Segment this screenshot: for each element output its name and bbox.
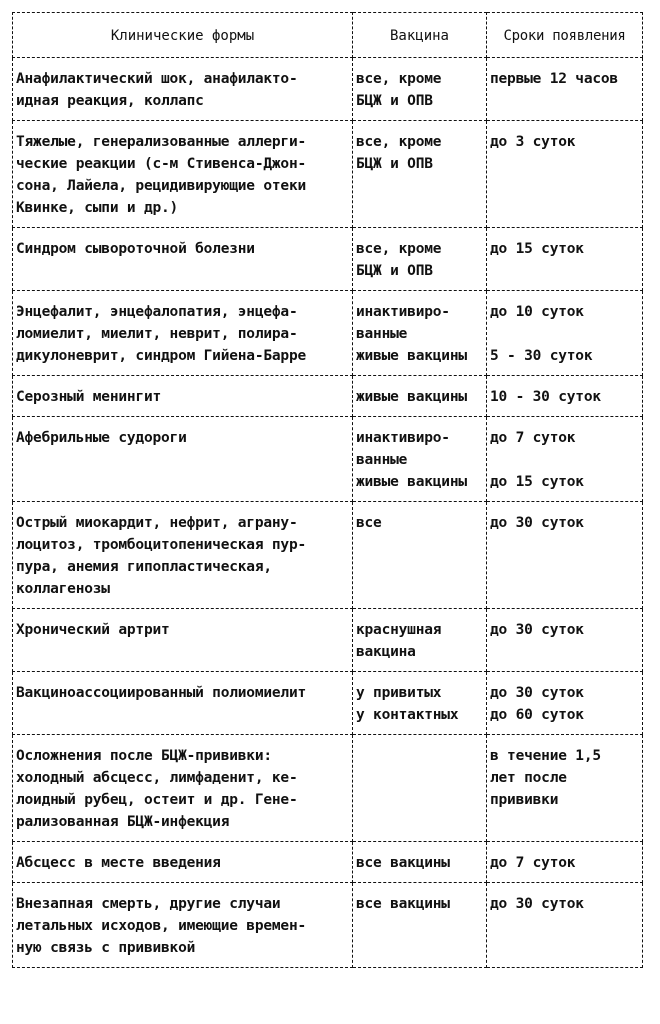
vaccine-line: все, кроме [356, 134, 442, 150]
vaccine-line: ванные [356, 452, 408, 468]
onset-timing-line [490, 323, 639, 345]
onset-timing-cell [487, 672, 643, 735]
clinical-form-cell: Острый миокардит, нефрит, аграну- лоцитоз, тромбоцитопеническая пур- пура, анемия гипопластическая, коллагенозы [13, 502, 353, 609]
table-body [13, 58, 643, 968]
clinical-form-cell: Внезапная смерть, другие случаи летальных исходов, имеющие времен- ную связь с прививкой [13, 883, 353, 968]
vaccine-line: ванные [356, 326, 408, 342]
table-row [13, 735, 643, 842]
onset-timing-cell [487, 502, 643, 609]
onset-timing-line: до 15 суток [490, 474, 584, 490]
onset-timing-cell [487, 883, 643, 968]
vaccine-cell [353, 121, 487, 228]
vaccine-line: все вакцины [356, 855, 450, 871]
vaccine-cell [353, 842, 487, 883]
clinical-form-cell: Синдром сывороточной болезни [13, 228, 353, 291]
document-page [12, 12, 642, 968]
onset-timing-line: до 60 суток [490, 707, 584, 723]
vaccine-line: инактивиро- [356, 304, 450, 320]
clinical-form-cell: Афебрильные судороги [13, 417, 353, 502]
onset-timing-line: до 10 суток [490, 304, 584, 320]
vaccine-cell [353, 735, 487, 842]
header-vaccine: Вакцина [353, 13, 487, 58]
table-row [13, 672, 643, 735]
vaccine-line: живые вакцины [356, 389, 467, 405]
vaccine-line: БЦЖ и ОПВ [356, 93, 433, 109]
vaccine-line: живые вакцины [356, 474, 467, 490]
onset-timing-line [490, 449, 639, 471]
vaccine-cell [353, 228, 487, 291]
onset-timing-cell [487, 842, 643, 883]
vaccine-cell [353, 376, 487, 417]
table-header-row [13, 13, 643, 58]
onset-timing-line: до 15 суток [490, 241, 584, 257]
onset-timing-line: первые 12 часов [490, 71, 618, 87]
onset-timing-line: прививки [490, 792, 559, 808]
vaccine-line: все вакцины [356, 896, 450, 912]
clinical-form-cell: Энцефалит, энцефалопатия, энцефа- ломиелит, миелит, неврит, полира- дикулоневрит, синдром Гийена-Барре [13, 291, 353, 376]
table-row [13, 58, 643, 121]
table-row [13, 883, 643, 968]
vaccine-line: все, кроме [356, 241, 442, 257]
vaccine-cell [353, 502, 487, 609]
vaccine-line: у контактных [356, 707, 459, 723]
onset-timing-cell [487, 417, 643, 502]
onset-timing-line: до 3 суток [490, 134, 576, 150]
onset-timing-line: в течение 1,5 [490, 748, 601, 764]
table-row [13, 842, 643, 883]
vaccine-line: вакцина [356, 644, 416, 660]
onset-timing-line: до 30 суток [490, 896, 584, 912]
vaccine-line: БЦЖ и ОПВ [356, 156, 433, 172]
vaccine-cell [353, 883, 487, 968]
onset-timing-cell [487, 228, 643, 291]
onset-timing-line: 10 - 30 суток [490, 389, 601, 405]
clinical-form-cell: Вакциноассоциированный полиомиелит [13, 672, 353, 735]
onset-timing-cell [487, 58, 643, 121]
onset-timing-cell [487, 291, 643, 376]
table-row [13, 291, 643, 376]
onset-timing-line: до 30 суток [490, 622, 584, 638]
onset-timing-line: до 7 суток [490, 855, 576, 871]
table-row [13, 376, 643, 417]
clinical-form-cell: Хронический артрит [13, 609, 353, 672]
clinical-form-cell: Абсцесс в месте введения [13, 842, 353, 883]
header-clinical-forms: Клинические формы [13, 13, 353, 58]
vaccine-cell [353, 58, 487, 121]
vaccine-line: у привитых [356, 685, 442, 701]
vaccine-line: краснушная [356, 622, 442, 638]
onset-timing-cell [487, 609, 643, 672]
table-row [13, 609, 643, 672]
onset-timing-line: лет после [490, 770, 567, 786]
header-onset-timing: Сроки появления [487, 13, 643, 58]
onset-timing-line: до 7 суток [490, 430, 576, 446]
table-row [13, 502, 643, 609]
vaccine-cell [353, 672, 487, 735]
onset-timing-cell [487, 121, 643, 228]
vaccine-line: БЦЖ и ОПВ [356, 263, 433, 279]
clinical-form-cell: Серозный менингит [13, 376, 353, 417]
table-row [13, 417, 643, 502]
table-row [13, 121, 643, 228]
vaccine-line: инактивиро- [356, 430, 450, 446]
vaccine-line: живые вакцины [356, 348, 467, 364]
table-row [13, 228, 643, 291]
clinical-form-cell: Осложнения после БЦЖ-прививки: холодный абсцесс, лимфаденит, ке- лоидный рубец, остеит и др. Гене- рализованная БЦЖ-инфекция [13, 735, 353, 842]
vaccine-cell [353, 291, 487, 376]
onset-timing-line: 5 - 30 суток [490, 348, 593, 364]
onset-timing-cell [487, 376, 643, 417]
onset-timing-line: до 30 суток [490, 685, 584, 701]
vaccine-cell [353, 609, 487, 672]
vaccine-line: все [356, 515, 382, 531]
onset-timing-line: до 30 суток [490, 515, 584, 531]
complications-table [12, 12, 643, 968]
vaccine-line: все, кроме [356, 71, 442, 87]
vaccine-cell [353, 417, 487, 502]
clinical-form-cell: Анафилактический шок, анафилакто- идная реакция, коллапс [13, 58, 353, 121]
clinical-form-cell: Тяжелые, генерализованные аллерги- ческие реакции (с-м Стивенса-Джон- сона, Лайела, рецидивирующие отеки Квинке, сыпи и др.) [13, 121, 353, 228]
onset-timing-cell [487, 735, 643, 842]
